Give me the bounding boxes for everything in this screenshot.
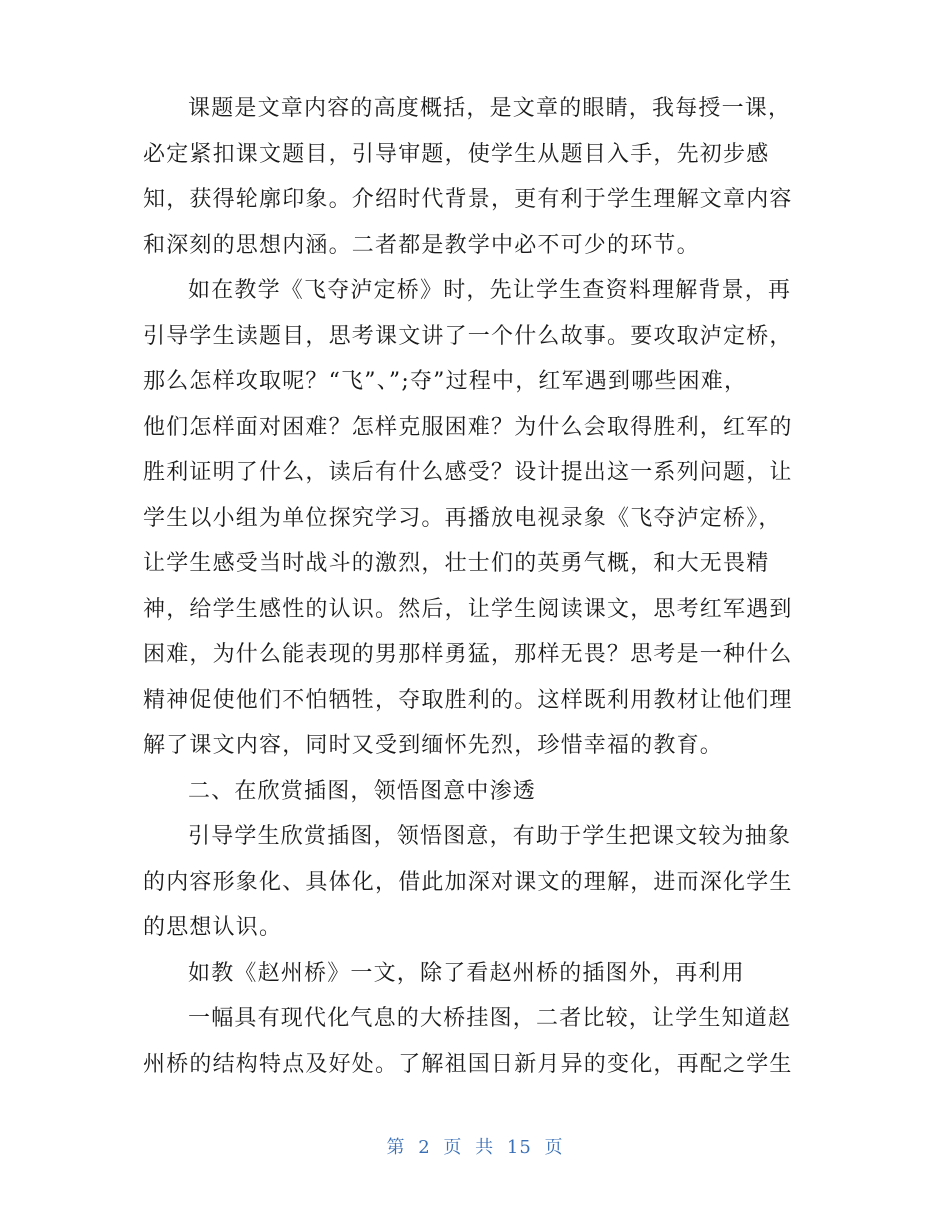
- text-line: 的内容形象化、具体化，借此加深对课文的理解，进而深化学生: [143, 869, 793, 895]
- footer-prefix: 第: [386, 1137, 406, 1158]
- text-line: 困难，为什么能表现的男那样勇猛，那样无畏？思考是一种什么: [143, 642, 793, 667]
- text-line: 解了课文内容，同时又受到缅怀先烈，珍惜幸福的教育。: [143, 733, 724, 758]
- text-line: 引导学生读题目，思考课文讲了一个什么故事。要攻取泸定桥，: [143, 323, 793, 349]
- footer-page-label: 页: [443, 1137, 463, 1158]
- text-line: 引导学生欣赏插图，领悟图意，有助于学生把课文较为抽象: [188, 824, 792, 849]
- text-line: 州桥的结构特点及好处。了解祖国日新月异的变化，再配之学生: [143, 1051, 793, 1077]
- text-line: 二、在欣赏插图，领悟图意中渗透: [188, 778, 537, 804]
- text-line: 如教《赵州桥》一文，除了看赵州桥的插图外，再利用: [188, 960, 745, 986]
- text-line: 胜利证明了什么，读后有什么感受？设计提出这一系列问题，让: [143, 460, 793, 485]
- text-line: 让学生感受当时战斗的激烈，壮士们的英勇气概，和大无畏精: [143, 551, 770, 576]
- text-line: 课题是文章内容的高度概括，是文章的眼睛，我每授一课，: [188, 96, 792, 121]
- text-line: 他们怎样面对困难？怎样克服困难？为什么会取得胜利，红军的: [143, 414, 793, 440]
- footer-suffix: 页: [544, 1137, 564, 1158]
- text-line: 必定紧扣课文题目，引导审题，使学生从题目入手，先初步感: [143, 141, 770, 167]
- text-line: 如在教学《飞夺泸定桥》时，先让学生查资料理解背景，再: [188, 278, 792, 303]
- text-line: 精神促使他们不怕牺牲，夺取胜利的。这样既利用教材让他们理: [143, 687, 793, 713]
- footer-current-page: 2: [418, 1137, 431, 1158]
- document-body: [143, 86, 803, 1087]
- text-line: 神，给学生感性的认识。然后，让学生阅读课文，思考红军遇到: [143, 596, 793, 622]
- text-line: 一幅具有现代化气息的大桥挂图，二者比较，让学生知道赵: [188, 1006, 792, 1031]
- text-line: 的思想认识。: [143, 915, 283, 940]
- footer-total-pages: 15: [506, 1137, 532, 1158]
- text-line: 那么怎样攻取呢？“飞”、”;夺”过程中，红军遇到哪些困难，: [143, 369, 748, 394]
- footer-total-prefix: 共: [475, 1137, 495, 1158]
- text-line: 知，获得轮廓印象。介绍时代背景，更有利于学生理解文章内容: [143, 187, 793, 212]
- text-line: 和深刻的思想内涵。二者都是教学中必不可少的环节。: [143, 232, 700, 258]
- page-footer: [0, 1133, 950, 1159]
- text-line: 学生以小组为单位探究学习。再播放电视录象《飞夺泸定桥》，: [143, 505, 782, 531]
